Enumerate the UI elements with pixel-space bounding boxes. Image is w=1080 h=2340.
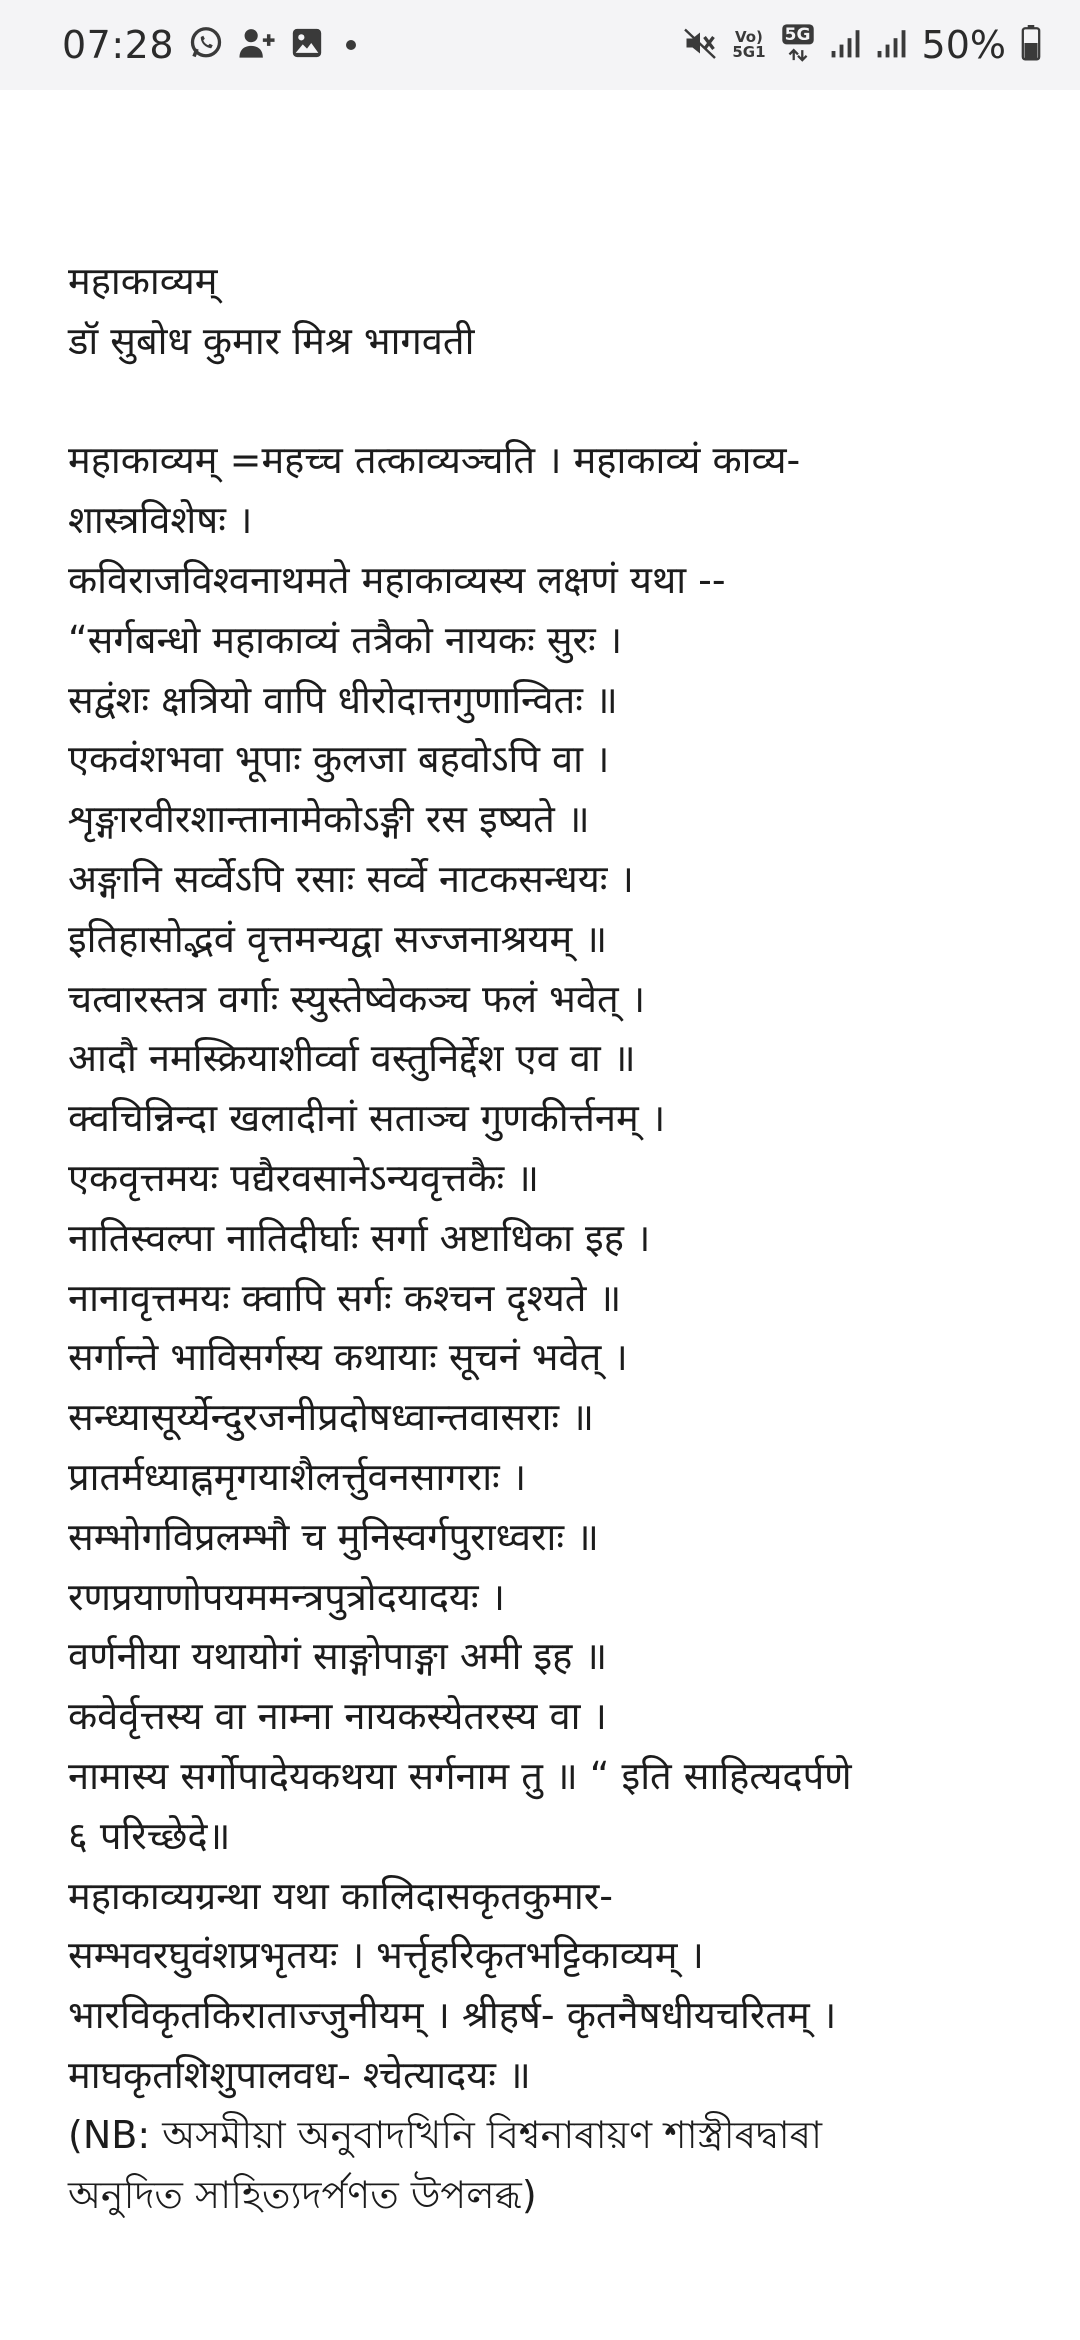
text-line: कवेर्वृत्तस्य वा नाम्ना नायकस्येतरस्य वा । bbox=[68, 1694, 607, 1739]
text-line: आदौ नमस्क्रियाशीर्व्वा वस्तुनिर्द्देश एव वा ॥ bbox=[68, 1036, 636, 1081]
text-line: অনুদিত সাহিত্যদৰ্পণত উপলব্ধ) bbox=[68, 2172, 537, 2217]
text-line: ६ परिच्छेदे॥ bbox=[68, 1813, 231, 1858]
text-line: क्वचिन्निन्दा खलादीनां सताञ्च गुणकीर्त्तनम् । bbox=[68, 1096, 666, 1141]
text-line: नातिस्वल्पा नातिदीर्घाः सर्गा अष्टाधिका इह । bbox=[68, 1215, 651, 1260]
status-bar-right bbox=[682, 23, 1042, 67]
text-line: सर्गान्ते भाविसर्गस्य कथायाः सूचनं भवेत् । bbox=[68, 1335, 628, 1380]
text-line: प्रातर्मध्याह्नमृगयाशैलर्त्तुवनसागराः । bbox=[68, 1454, 527, 1499]
clock: 07:28 bbox=[62, 23, 175, 67]
add-contact-icon bbox=[238, 25, 276, 65]
notification-dot-icon bbox=[346, 40, 356, 50]
text-line: माघकृतशिशुपालवध- श्चेत्यादयः ॥ bbox=[68, 2052, 531, 2097]
mute-icon bbox=[682, 25, 718, 65]
text-line: रणप्रयाणोपयममन्त्रपुत्रोदयादयः । bbox=[68, 1574, 506, 1619]
text-line: एकवृत्तमयः पद्यैरवसानेऽन्यवृत्तकैः ॥ bbox=[68, 1155, 540, 1200]
document-author: डॉ सुबोध कुमार मिश्र भागवती bbox=[68, 318, 475, 363]
text-line: सद्वंशः क्षत्रियो वापि धीरोदात्तगुणान्वितः ॥ bbox=[68, 677, 618, 722]
text-line: महाकाव्यम् =महच्च तत्काव्यञ्चति । महाकाव्यं काव्य- bbox=[68, 438, 801, 483]
whatsapp-icon bbox=[188, 25, 224, 65]
text-line: सम्भोगविप्रलम्भौ च मुनिस्वर्गपुराध्वराः ॥ bbox=[68, 1514, 599, 1559]
volte-icon: Vo) 5G1 bbox=[732, 28, 766, 61]
text-line: चत्वारस्तत्र वर्गाः स्युस्तेष्वेकञ्च फलं भवेत् । bbox=[68, 976, 646, 1021]
signal-icon bbox=[830, 27, 862, 63]
text-line: एकवंशभवा भूपाः कुलजा बहवोऽपि वा । bbox=[68, 737, 610, 782]
battery-percent: 50% bbox=[921, 23, 1006, 67]
text-line: सम्भवरघुवंशप्रभृतयः । भर्त्तृहरिकृतभट्टिकाव्यम् । bbox=[68, 1933, 704, 1978]
document-title: महाकाव्यम् bbox=[68, 259, 218, 303]
5g-icon bbox=[780, 23, 816, 67]
text-line: महाकाव्यग्रन्था यथा कालिदासकृतकुमार- bbox=[68, 1873, 614, 1918]
text-line: शृङ्गारवीरशान्तानामेकोऽङ्गी रस इष्यते ॥ bbox=[68, 797, 590, 842]
text-line: नामास्य सर्गोपादेयकथया सर्गनाम तु ॥ “ इति साहित्यदर्पणे bbox=[68, 1753, 852, 1798]
blank-line bbox=[68, 372, 1028, 432]
text-line: (NB: অসমীয়া অনুবাদখিনি বিশ্বনাৰায়ণ শাস্ত্ৰীৰদ্বাৰা bbox=[68, 2112, 823, 2157]
text-line: सन्ध्यासूर्य्येन्दुरजनीप्रदोषध्वान्तवासराः ॥ bbox=[68, 1395, 594, 1440]
status-bar bbox=[0, 0, 1080, 90]
text-line: “सर्गबन्धो महाकाव्यं तत्रैको नायकः सुरः । bbox=[68, 617, 623, 662]
status-bar-left bbox=[62, 23, 356, 67]
text-line: शास्त्रविशेषः । bbox=[68, 498, 253, 543]
text-line: नानावृत्तमयः क्वापि सर्गः कश्चन दृश्यते ॥ bbox=[68, 1275, 622, 1320]
text-line: इतिहासोद्भवं वृत्तमन्यद्वा सज्जनाश्रयम् ॥ bbox=[68, 916, 608, 961]
network-label: 5G bbox=[784, 25, 811, 45]
document-body[interactable] bbox=[68, 252, 1028, 2225]
text-line: कविराजविश्वनाथमते महाकाव्यस्य लक्षणं यथा -- bbox=[68, 557, 726, 602]
signal-icon bbox=[876, 27, 908, 63]
text-line: भारविकृतकिराताज्जुनीयम् । श्रीहर्ष- कृतनैषधीयचरितम् । bbox=[68, 1993, 837, 2038]
text-line: वर्णनीया यथायोगं साङ्गोपाङ्गा अमी इह ॥ bbox=[68, 1634, 608, 1679]
gallery-icon bbox=[290, 26, 324, 64]
battery-icon bbox=[1020, 25, 1042, 65]
text-line: अङ्गानि सर्व्वेऽपि रसाः सर्व्वे नाटकसन्धयः । bbox=[68, 856, 634, 901]
